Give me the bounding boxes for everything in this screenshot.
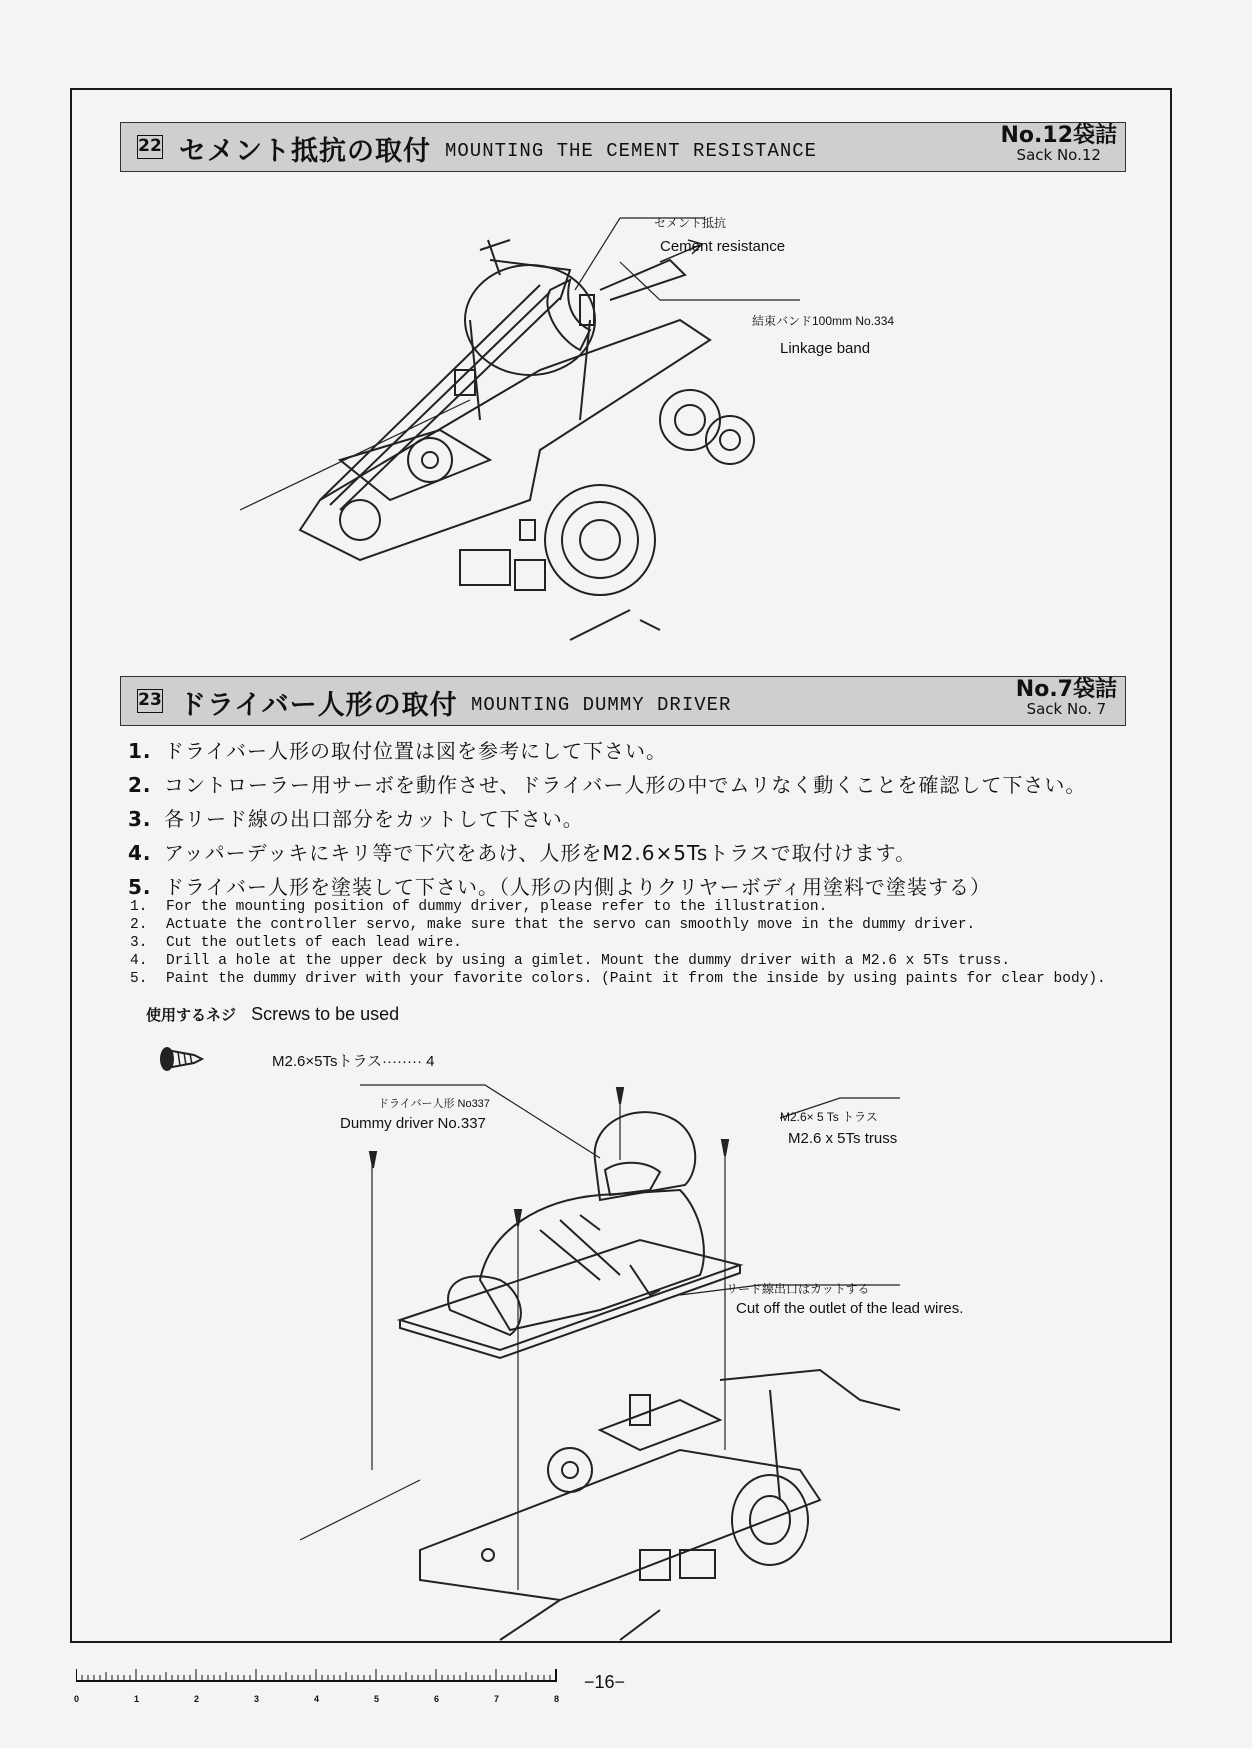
list-item: 1. For the mounting position of dummy driver, please refer to the illustration. (130, 899, 828, 915)
list-item: 3. Cut the outlets of each lead wire. (130, 935, 462, 951)
sack-label-jp: No.12袋詰 (1000, 123, 1117, 148)
linkage-band-label-jp: 結束バンド100mm No.334 (752, 314, 895, 328)
cement-resistance-label-jp: セメント抵抗 (654, 216, 727, 230)
section-title-en: MOUNTING THE CEMENT RESISTANCE (445, 140, 818, 162)
truss-screw-label-en: M2.6 x 5Ts truss (788, 1130, 898, 1147)
list-item: 2. Actuate the controller servo, make sure that the servo can smoothly move in the dummy driver. (130, 917, 976, 933)
section-23-header (120, 676, 1126, 726)
ruler-label: 7 (494, 1694, 500, 1704)
screws-label (146, 1004, 399, 1025)
lead-wire-cut-label-jp: リード線出口はカットする (726, 1282, 870, 1296)
ruler-label: 3 (254, 1694, 260, 1704)
truss-screw-label-jp: M2.6× 5 Ts トラス (780, 1110, 878, 1124)
list-item: 4. Drill a hole at the upper deck by using a gimlet. Mount the dummy driver with a M2.6 x 5Ts truss. (130, 953, 1011, 969)
step-number: 23 (137, 689, 163, 713)
ruler-label: 6 (434, 1694, 440, 1704)
sack-label (1001, 125, 1118, 163)
lead-wire-cut-label-en: Cut off the outlet of the lead wires. (736, 1300, 964, 1317)
ruler-label: 1 (134, 1694, 140, 1704)
cement-resistance-label-en: Cement resistance (660, 238, 786, 255)
dummy-driver-illustration (300, 1080, 920, 1645)
section-title-en: MOUNTING DUMMY DRIVER (471, 694, 732, 716)
instructions-jp (128, 734, 1086, 904)
page-number: −16− (584, 1672, 626, 1692)
list-item: 5. Paint the dummy driver with your favorite colors. (Paint it from the inside by using paints for clear body). (130, 971, 1106, 987)
ruler-label: 2 (194, 1694, 200, 1704)
dummy-driver-label-jp: ドライバー人形 No337 (378, 1098, 490, 1110)
ruler-label: 8 (554, 1694, 560, 1704)
screws-label-jp: 使用するネジ (146, 1006, 237, 1024)
dummy-driver-label-en: Dummy driver No.337 (340, 1115, 486, 1132)
instructions-en (130, 898, 1106, 988)
ruler-label: 4 (314, 1694, 320, 1704)
screw-icon (158, 1046, 204, 1072)
sack-label (1016, 679, 1117, 717)
sack-label-en: Sack No.12 (1016, 146, 1101, 164)
screw-item: M2.6×5Tsトラス········ 4 (272, 1053, 435, 1070)
section-title-jp: ドライバー人形の取付 (179, 690, 458, 721)
step-number: 22 (137, 135, 163, 159)
list-item: 3. 各リード線の出口部分をカットして下さい。 (128, 807, 584, 831)
list-item: 1. ドライバー人形の取付位置は図を参考にして下さい。 (128, 739, 667, 763)
sack-label-jp: No.7袋詰 (1015, 677, 1117, 702)
screws-label-en: Screws to be used (251, 1004, 400, 1024)
list-item: 2. コントローラー用サーボを動作させ、ドライバー人形の中でムリなく動くことを確認して下さい。 (128, 773, 1087, 797)
list-item: 4. アッパーデッキにキリ等で下穴をあけ、人形をM2.6×5Tsトラスで取付けます。 (128, 841, 917, 865)
section-title-jp: セメント抵抗の取付 (179, 136, 431, 167)
cement-resistance-illustration (240, 200, 940, 660)
sack-label-en: Sack No. 7 (1026, 700, 1107, 718)
linkage-band-label-en: Linkage band (780, 340, 871, 357)
ruler-label: 0 (74, 1694, 80, 1704)
section-22-header (120, 122, 1126, 172)
ruler-label: 5 (374, 1694, 380, 1704)
list-item: 5. ドライバー人形を塗装して下さい。（人形の内側よりクリヤーボディ用塗料で塗装する） (128, 875, 991, 899)
